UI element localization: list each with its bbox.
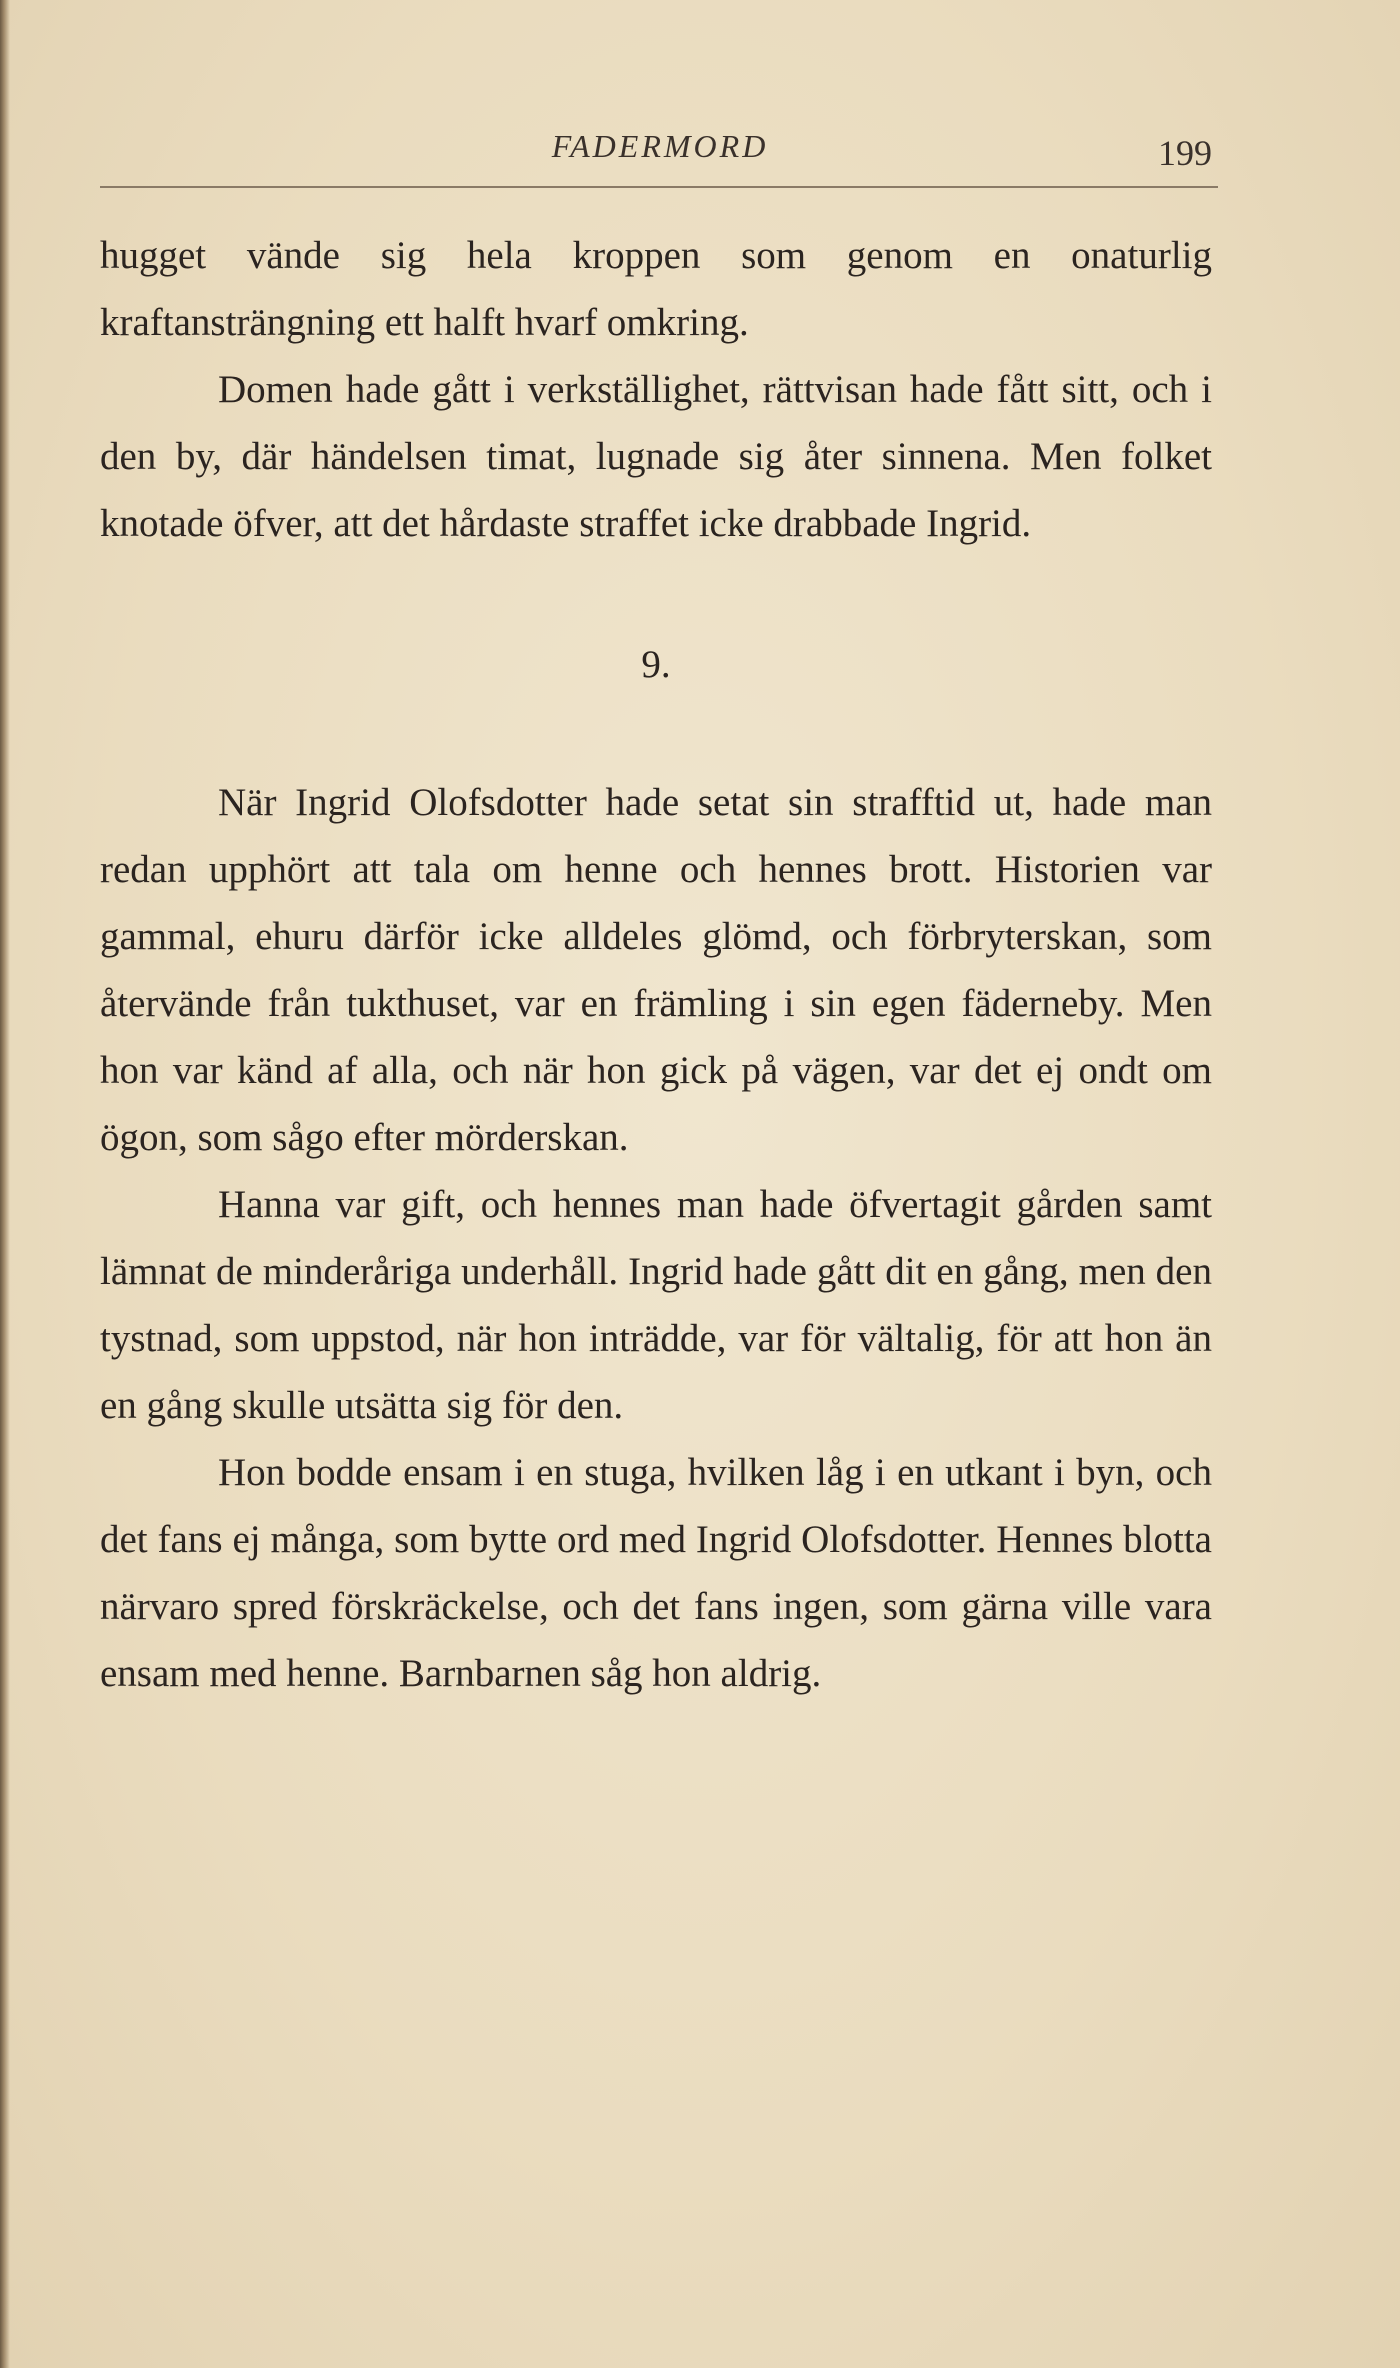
paragraph: När Ingrid Olofsdotter hade setat sin strafftid ut, hade man redan upphört att tala om henne och hennes brott. Historien var gammal, ehuru därför icke alldeles glömd, och förbryterskan, som återvände från tukthuset, var en främling i sin egen fäderneby. Men hon var känd af alla, och när hon gick på vägen, var det ej ondt om ögon, som sågo efter mörderskan. xyxy=(100,781,1212,1159)
paragraph: Domen hade gått i verkställighet, rättvisan hade fått sitt, och i den by, där händelsen timat, lugnade sig åter sinnena. Men folket knotade öfver, att det hårdaste straffet icke drabbade Ingrid. xyxy=(100,368,1212,545)
body-text xyxy=(100,222,1212,1707)
paragraph-continued: hugget vände sig hela kroppen som genom en onaturlig kraftansträngning ett halft hvarf omkring. xyxy=(100,234,1212,344)
paragraph: Hon bodde ensam i en stuga, hvilken låg i en utkant i byn, och det fans ej många, som bytte ord med Ingrid Olofsdotter. Hennes blotta närvaro spred förskräckelse, och det fans ingen, som gärna ville vara ensam med henne. Barnbarnen såg hon aldrig. xyxy=(100,1451,1212,1695)
page-number: 199 xyxy=(1158,133,1212,173)
page-binding-edge xyxy=(0,0,10,2368)
paragraph: Hanna var gift, och hennes man hade öfvertagit gården samt lämnat de minderåriga underhåll. Ingrid hade gått dit en gång, men den tystnad, som uppstod, när hon inträdde, var för vältalig, för att hon än en gång skulle utsätta sig för den. xyxy=(100,1183,1212,1427)
page-header xyxy=(100,128,1220,178)
section-number: 9. xyxy=(641,643,671,686)
header-rule xyxy=(100,186,1218,188)
running-title: FADERMORD xyxy=(551,128,769,164)
